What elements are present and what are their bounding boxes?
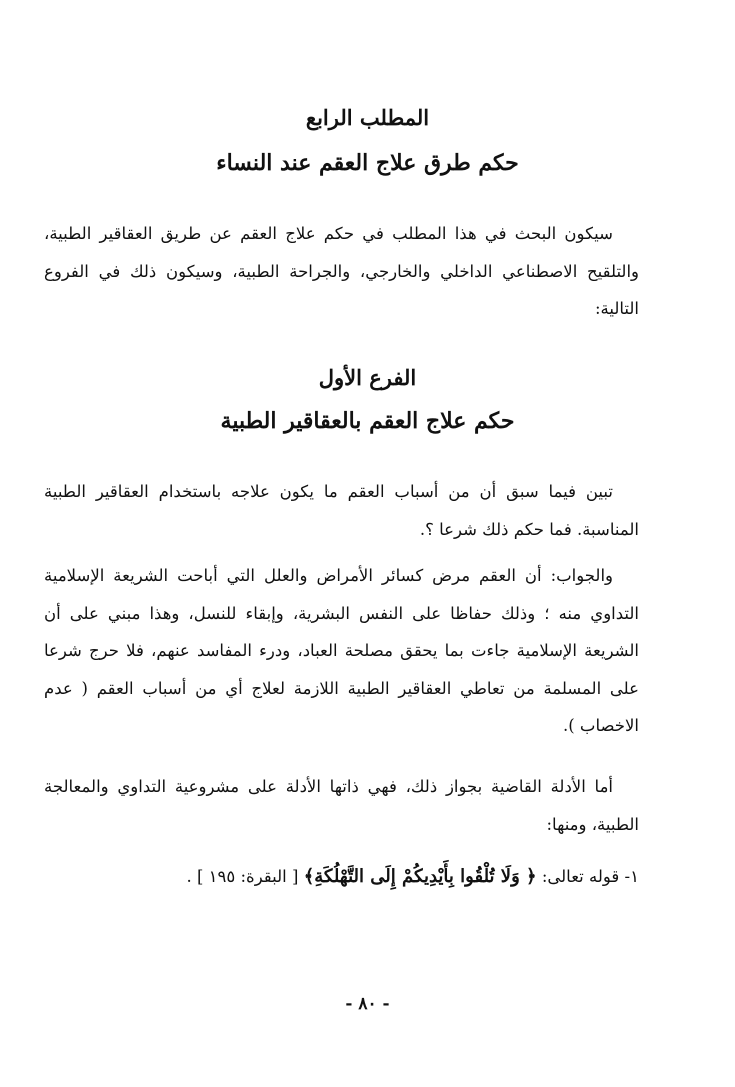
verse-reference: [ البقرة: ١٩٥ ] . <box>186 867 299 886</box>
body-paragraph <box>44 768 639 843</box>
page-number: - ٨٠ - <box>345 994 390 1014</box>
body-paragraph <box>44 557 639 745</box>
intro-text: سيكون البحث في هذا المطلب في حكم علاج العقم عن طريق العقاقير الطبية، والتلقيح الاصطناعي الداخلي والخارجي، والجراحة الطبية، وسيكون ذلك في الفروع التالية: <box>44 224 639 318</box>
intro-paragraph <box>44 215 639 328</box>
body-paragraph <box>44 473 639 548</box>
branch-title: الفرع الأول <box>318 365 417 390</box>
paragraph-3: أما الأدلة القاضية بجواز ذلك، فهي ذاتها الأدلة على مشروعية التداوي والمعالجة الطبية، ومنها: <box>44 777 639 834</box>
quran-verse: ﴿ وَلَا تُلْقُوا بِأَيْدِيكُمْ إِلَى التَّهْلُكَةِ﴾ <box>303 866 537 887</box>
evidence-prefix: ١- قوله تعالى: <box>541 867 639 886</box>
paragraph-1: تبين فيما سبق أن من أسباب العقم ما يكون علاجه باستخدام العقاقير الطبية المناسبة. فما حكم ذلك شرعا ؟. <box>44 482 639 539</box>
paragraph-2: والجواب: أن العقم مرض كسائر الأمراض والعلل التي أباحت الشريعة الإسلامية التداوي منه ؛ وذلك حفاظا على النفس البشرية، وإبقاء للنسل، وهذا مبني على أن الشريعة الإسلامية جاءت بما يحقق مصلحة العباد، ودرء المفاسد عنهم، فلا حرج شرعا على المسلمة من تعاطي العقاقير الطبية اللازمة لعلاج أي من أسباب العقم ( عدم الاخصاب ). <box>44 566 639 735</box>
section-title: المطلب الرابع <box>305 105 430 130</box>
evidence-item <box>44 866 639 887</box>
branch-subtitle: حكم علاج العقم بالعقاقير الطبية <box>220 408 515 434</box>
section-subtitle: حكم طرق علاج العقم عند النساء <box>216 150 519 176</box>
